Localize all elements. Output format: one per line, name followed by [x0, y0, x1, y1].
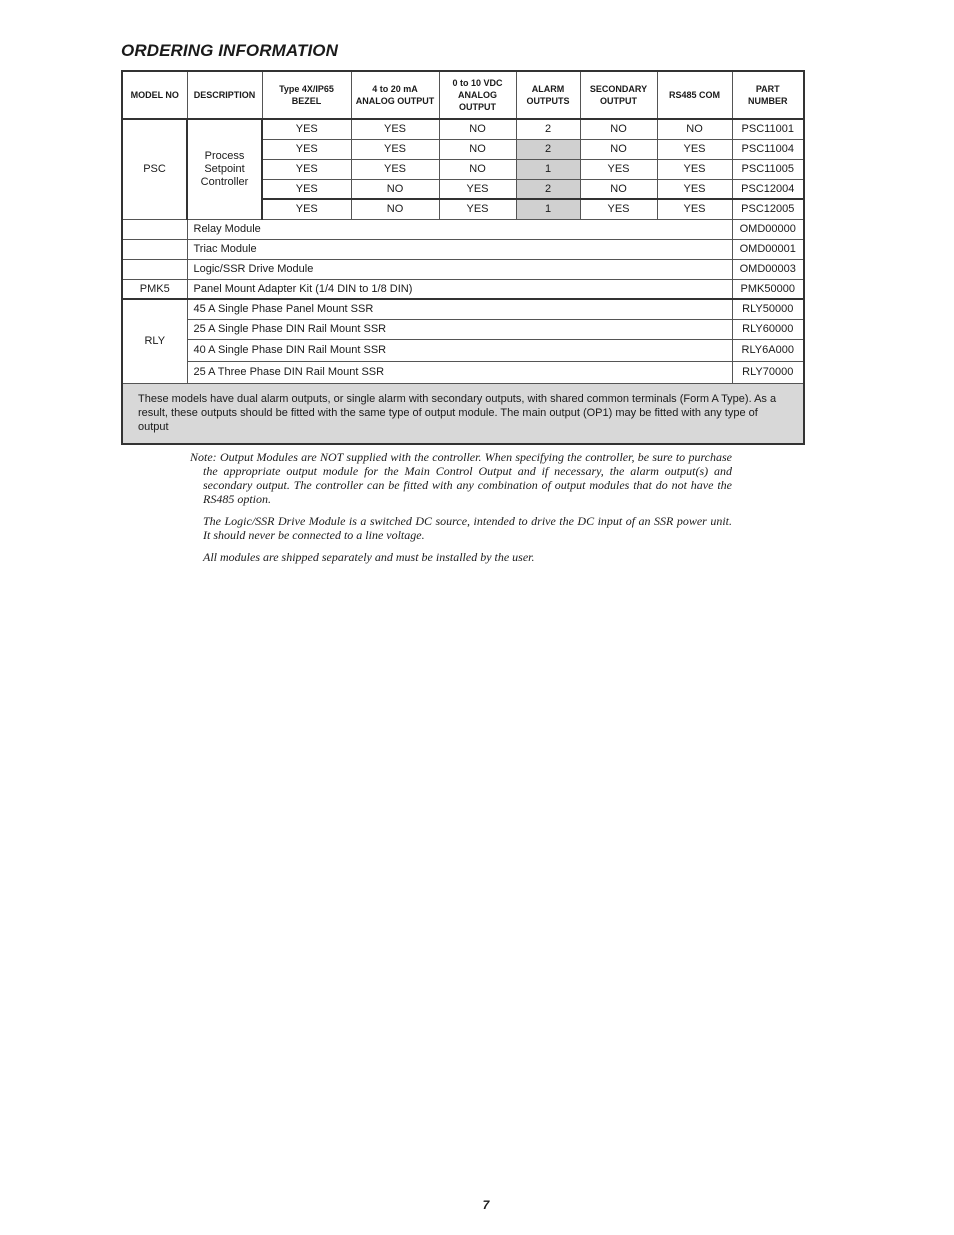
- notes-section: [190, 450, 732, 572]
- description-cell: Process Setpoint Controller: [187, 119, 262, 219]
- note-shipping: All modules are shipped separately and must be installed by the user.: [203, 550, 535, 564]
- vdc-cell: NO: [439, 119, 516, 139]
- part-number-cell: OMD00001: [732, 239, 804, 259]
- bezel-cell: YES: [262, 179, 351, 199]
- header-alarm-outputs: ALARM OUTPUTS: [516, 71, 580, 119]
- vdc-cell: YES: [439, 179, 516, 199]
- rs485-cell: YES: [657, 159, 732, 179]
- description-cell: 40 A Single Phase DIN Rail Mount SSR: [187, 339, 732, 361]
- table-row: [122, 361, 804, 383]
- note-output-modules: Note: Output Modules are NOT supplied with the controller. When specifying the controller, be sure to purchase the appropriate output module for the Main Control Output and if necessary, the alarm output(s) and secondary output. The controller can be fitted with any combination of output modules that do not have the RS485 option.: [190, 450, 732, 506]
- part-number-cell: OMD00003: [732, 259, 804, 279]
- header-part-number: PART NUMBER: [732, 71, 804, 119]
- part-number-cell: OMD00000: [732, 219, 804, 239]
- header-rs485: RS485 COM: [657, 71, 732, 119]
- part-number-cell: RLY70000: [732, 361, 804, 383]
- page-number: 7: [482, 1198, 490, 1212]
- header-secondary-output: SECONDARY OUTPUT: [580, 71, 657, 119]
- description-cell: 25 A Single Phase DIN Rail Mount SSR: [187, 319, 732, 339]
- secondary-cell: NO: [580, 179, 657, 199]
- bezel-cell: YES: [262, 139, 351, 159]
- vdc-cell: NO: [439, 139, 516, 159]
- alarm-cell: 2: [516, 179, 580, 199]
- description-cell: Triac Module: [187, 239, 732, 259]
- description-cell: 45 A Single Phase Panel Mount SSR: [187, 299, 732, 319]
- secondary-cell: YES: [580, 199, 657, 219]
- secondary-cell: YES: [580, 159, 657, 179]
- alarm-cell: 1: [516, 199, 580, 219]
- header-vdc-output: 0 to 10 VDC ANALOG OUTPUT: [439, 71, 516, 119]
- secondary-cell: NO: [580, 119, 657, 139]
- model-cell: [122, 219, 187, 239]
- table-row: [122, 279, 804, 299]
- part-number-cell: PSC12004: [732, 179, 804, 199]
- table-row: [122, 239, 804, 259]
- alarm-cell: 2: [516, 119, 580, 139]
- header-row: [122, 71, 804, 119]
- table-row: [122, 219, 804, 239]
- description-cell: Relay Module: [187, 219, 732, 239]
- ma-cell: YES: [351, 139, 439, 159]
- description-cell: Panel Mount Adapter Kit (1/4 DIN to 1/8 DIN): [187, 279, 732, 299]
- note-logic-ssr: The Logic/SSR Drive Module is a switched DC source, intended to drive the DC input of an SSR power unit. It should never be connected to a line voltage.: [203, 514, 732, 542]
- alarm-cell: 2: [516, 139, 580, 159]
- header-description: DESCRIPTION: [187, 71, 262, 119]
- model-cell: PMK5: [122, 279, 187, 299]
- vdc-cell: YES: [439, 199, 516, 219]
- ma-cell: NO: [351, 179, 439, 199]
- bezel-cell: YES: [262, 159, 351, 179]
- ma-cell: YES: [351, 159, 439, 179]
- part-number-cell: PSC11001: [732, 119, 804, 139]
- model-cell: [122, 239, 187, 259]
- alarm-cell: 1: [516, 159, 580, 179]
- part-number-cell: PMK50000: [732, 279, 804, 299]
- part-number-cell: PSC11005: [732, 159, 804, 179]
- description-cell: Logic/SSR Drive Module: [187, 259, 732, 279]
- table-row: [122, 319, 804, 339]
- model-cell: [122, 259, 187, 279]
- table-footnote: These models have dual alarm outputs, or single alarm with secondary outputs, with shared common terminals (Form A Type). As a result, these outputs should be fitted with the same type of output module. The main output (OP1) may be fitted with any type of output: [122, 383, 804, 444]
- part-number-cell: RLY60000: [732, 319, 804, 339]
- page-title: ORDERING INFORMATION: [121, 41, 339, 60]
- ma-cell: NO: [351, 199, 439, 219]
- header-bezel: Type 4X/IP65 BEZEL: [262, 71, 351, 119]
- ordering-table: [121, 70, 805, 445]
- rs485-cell: YES: [657, 199, 732, 219]
- part-number-cell: RLY50000: [732, 299, 804, 319]
- footnote-row: [122, 383, 804, 444]
- table-row: [122, 119, 804, 139]
- part-number-cell: PSC12005: [732, 199, 804, 219]
- table-row: [122, 339, 804, 361]
- part-number-cell: PSC11004: [732, 139, 804, 159]
- bezel-cell: YES: [262, 199, 351, 219]
- header-model-no: MODEL NO: [122, 71, 187, 119]
- rs485-cell: YES: [657, 179, 732, 199]
- part-number-cell: RLY6A000: [732, 339, 804, 361]
- description-cell: 25 A Three Phase DIN Rail Mount SSR: [187, 361, 732, 383]
- rs485-cell: YES: [657, 139, 732, 159]
- table-row: [122, 299, 804, 319]
- ma-cell: YES: [351, 119, 439, 139]
- bezel-cell: YES: [262, 119, 351, 139]
- table-row: [122, 259, 804, 279]
- model-cell: RLY: [122, 299, 187, 383]
- rs485-cell: NO: [657, 119, 732, 139]
- vdc-cell: NO: [439, 159, 516, 179]
- model-cell: PSC: [122, 119, 187, 219]
- secondary-cell: NO: [580, 139, 657, 159]
- header-ma-output: 4 to 20 mA ANALOG OUTPUT: [351, 71, 439, 119]
